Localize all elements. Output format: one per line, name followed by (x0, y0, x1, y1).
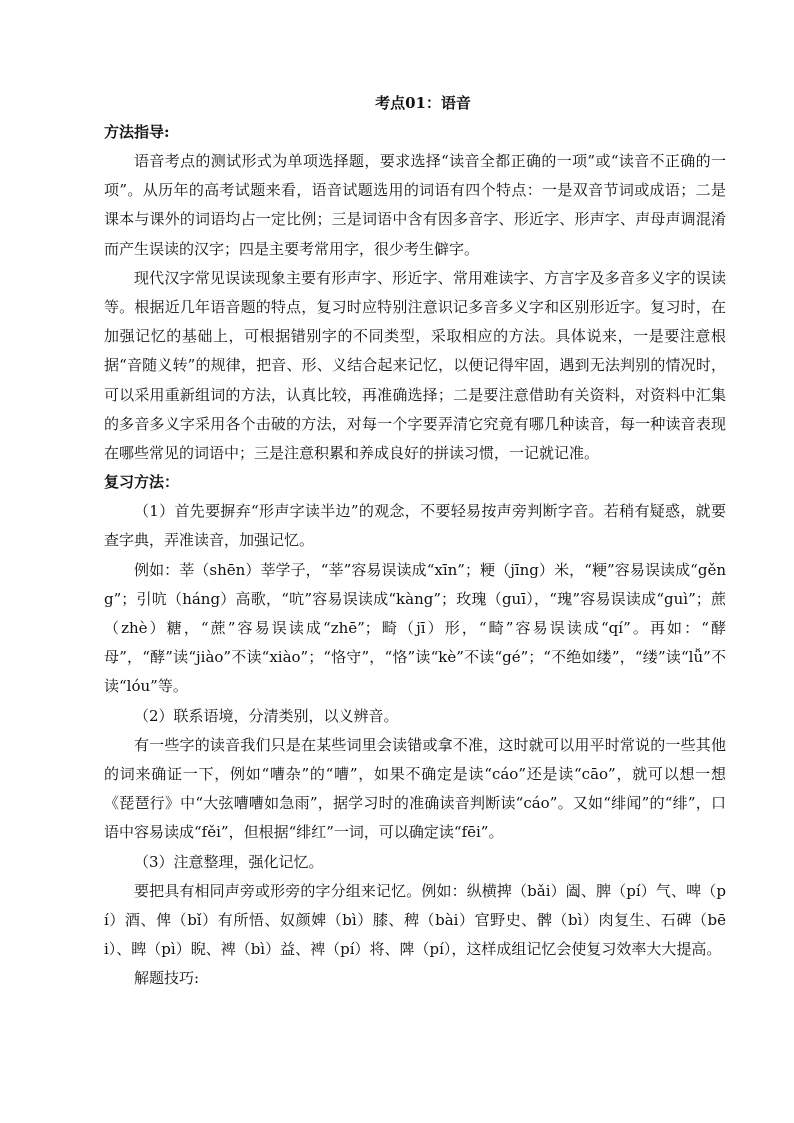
review-point-2: （2）联系语境，分清类别，以义辨音。 (134, 706, 399, 725)
page-title: 考点01：语音 (375, 94, 471, 112)
method-paragraph-2: 现代汉字常见误读现象主要有形声字、形近字、常用难读字、方言字及多音多义字的误读等。根据近几年语音题的特点，复习时应特别注意识记多音多义字和区别形近字。复习时，在加强记忆的基础上，可根据错别字的不同类型，采取相应的方法。具体说来，一是要注意根据“音随义转”的规律，把音、形、义结合起来记忆，以便记得牢固，遇到无法判别的情况时，可以采用重新组词的方法，认真比较，再准确选择；二是要注意借助有关资料，对资料中汇集的多音多义字采用各个击破的方法，对每一个字要弄清它究竟有哪几种读音，每一种读音表现在哪些常见的词语中；三是注意积累和养成良好的拼读习惯，一记就记准。 (104, 268, 726, 463)
review-heading: 复习方法： (104, 473, 180, 492)
review-point-1: （1）首先要摒弃“形声字读半边”的观念，不要轻易按声旁判断字音。若稍有疑惑，就要查字典，弄准读音，加强记忆。 (104, 502, 726, 550)
tips-heading: 解题技巧: (134, 969, 200, 988)
review-example-2: 有一些字的读音我们只是在某些词里会读错或拿不准，这时就可以用平时常说的一些其他的词来确证一下，例如“嘈杂”的“嘈”，如果不确定是读“cáo”还是读“cāo”，就可以想一想《琵琶行》中“大弦嘈嘈如急雨”，据学习时的准确读音判断读“cáo”。又如“绯闻”的“绯”，口语中容易读成“fěi”，但根据“绯红”一词，可以确定读“fēi”。 (104, 735, 726, 842)
method-paragraph-1: 语音考点的测试形式为单项选择题，要求选择“读音全都正确的一项”或“读音不正确的一项”。从历年的高考试题来看，语音试题选用的词语有四个特点：一是双音节词或成语；二是课本与课外的词语均占一定比例；三是词语中含有因多音字、形近字、形声字、声母声调混淆而产生误读的汉字；四是主要考常用字，很少考生僻字。 (104, 152, 726, 258)
review-example-1: 例如：莘（shēn）莘学子，“莘”容易误读成“xīn”；粳（jīng）米，“粳”容易误读成“gěng”；引吭（háng）高歌，“吭”容易误读成“kàng”；玫瑰（guī），“瑰”容易误读成“guì”；蔗（zhè）糖，“蔗”容易误读成“zhē”；畸（jī）形，“畸”容易误读成“qí”。再如：“酵母”，“酵”读“jiào”不读“xiào”；“恪守”，“恪”读“kè”不读“gé”；“不绝如缕”，“缕”读“lǚ”不读“lóu”等。 (104, 560, 726, 696)
method-heading: 方法指导: (104, 123, 170, 141)
review-example-3: 要把具有相同声旁或形旁的字分组来记忆。例如：纵横捭（bǎi）阖、脾（pí）气、啤（pí）酒、俾（bǐ）有所悟、奴颜婢（bì）膝、稗（bài）官野史、髀（bì）肉复生、石碑（bēi）、睥（pì）睨、裨（bì）益、裨（pí）将、陴（pí），这样成组记忆会使复习效率大大提高。 (104, 881, 726, 959)
document-body (104, 92, 726, 994)
review-point-3: （3）注意整理，强化记忆。 (134, 852, 324, 871)
